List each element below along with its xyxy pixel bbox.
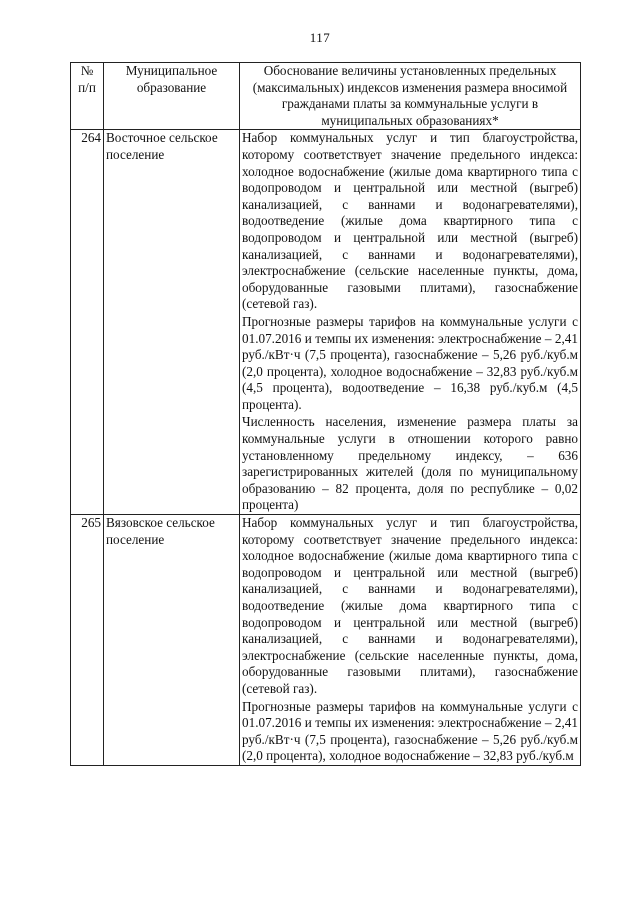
municipality-name: Вязовское сельское поселение [104,515,240,766]
header-number [71,63,104,130]
header-number-abbrev: п/п [78,79,96,95]
row-number: 264 [71,130,104,515]
header-number-symbol: № [80,63,94,78]
header-municipality: Муниципальное образование [104,63,240,130]
service-set-paragraph: Набор коммунальных услуг и тип благоустройства, которому соответствует значение предельного индекса: холодное водоснабжение (жилые дома квартирного типа с водопроводом и центральной или местной (выгреб) канализацией, с ваннами и водонагревателями), водоотведение (жилые дома квартирного типа с водопроводом и центральной или местной (выгреб) канализацией, с ваннами и водонагревателями), электроснабжение (сельские населенные пункты, дома, оборудованные газовыми плитами), газоснабжение (сетевой газ). [242,515,578,696]
tariff-index-table [70,62,581,766]
header-justification: Обоснование величины установленных предельных (максимальных) индексов изменения размера вносимой гражданами платы за коммунальные услуги в муниципальных образованиях* [240,63,581,130]
row-number: 265 [71,515,104,766]
table-row [71,515,581,766]
tariff-forecast-paragraph: Прогнозные размеры тарифов на коммунальные услуги с 01.07.2016 и темпы их изменения: электроснабжение – 2,41 руб./кВт·ч (7,5 процента), газоснабжение – 5,26 руб./куб.м (2,0 процента), холодное водоснабжение – 32,83 руб./куб.м [242,698,578,764]
population-paragraph: Численность населения, изменение размера платы за коммунальные услуги в отношении которого равно установленному предельному индексу, – 636 зарегистрированных жителей (доля по муниципальному образованию – 82 процента, доля по республике – 0,02 процента) [242,414,578,513]
tariff-forecast-paragraph: Прогнозные размеры тарифов на коммунальные услуги с 01.07.2016 и темпы их изменения: электроснабжение – 2,41 руб./кВт·ч (7,5 процента), газоснабжение – 5,26 руб./куб.м (2,0 процента), холодное водоснабжение – 32,83 руб./куб.м (4,5 процента), водоотведение – 16,38 руб./куб.м (4,5 процента). [242,313,578,412]
justification-cell [240,515,581,766]
table-row [71,130,581,515]
table-header-row [71,63,581,130]
service-set-paragraph: Набор коммунальных услуг и тип благоустройства, которому соответствует значение предельного индекса: холодное водоснабжение (жилые дома квартирного типа с водопроводом и центральной или местной (выгреб) канализацией, с ваннами и водонагревателями), водоотведение (жилые дома квартирного типа с водопроводом и центральной или местной (выгреб) канализацией, с ваннами и водонагревателями), электроснабжение (сельские населенные пункты, дома, оборудованные газовыми плитами), газоснабжение (сетевой газ). [242,130,578,312]
justification-cell [240,130,581,515]
municipality-name: Восточное сельское поселение [104,130,240,515]
page-number: 117 [309,30,331,45]
